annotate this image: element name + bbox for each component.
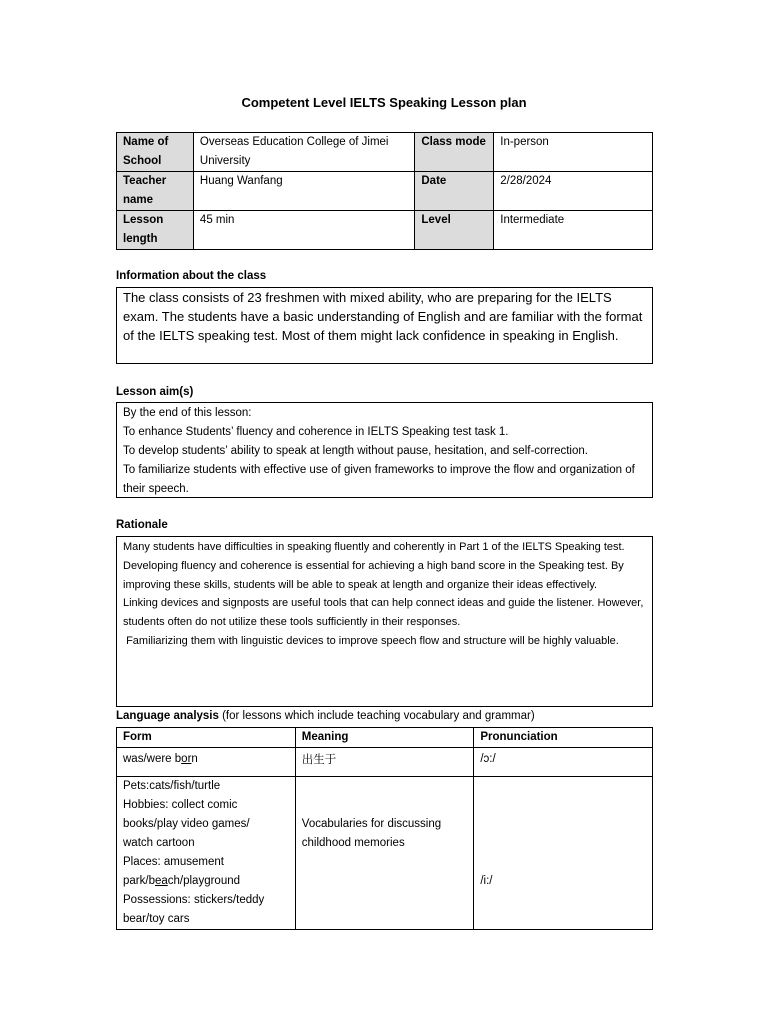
teacher-label: Teacher name <box>117 172 194 211</box>
rationale-line: Linking devices and signposts are useful tools that can help connect ideas and guide the listener. However, students often do not utilize these tools sufficiently in their responses. <box>123 597 644 629</box>
class-info-box <box>116 287 653 364</box>
pronunciation-cell: /i:/ <box>474 777 653 930</box>
form-text: park/b <box>123 875 155 887</box>
aims-line: To enhance Students’ fluency and coherence in IELTS Speaking test task 1. <box>123 426 509 438</box>
length-value: 45 min <box>193 211 414 250</box>
date-label: Date <box>415 172 494 211</box>
level-label: Level <box>415 211 494 250</box>
pronunciation-column-header: Pronunciation <box>474 728 653 748</box>
length-label: Lesson length <box>117 211 194 250</box>
meaning-column-header: Meaning <box>295 728 474 748</box>
form-line: Possessions: stickers/teddy <box>123 894 265 906</box>
form-column-header: Form <box>117 728 296 748</box>
form-cell <box>117 748 296 777</box>
aims-line: By the end of this lesson: <box>123 407 252 419</box>
form-line: watch cartoon <box>123 837 195 849</box>
language-heading <box>116 710 535 722</box>
level-value: Intermediate <box>494 211 653 250</box>
rationale-box <box>116 536 653 707</box>
meaning-line: childhood memories <box>301 837 405 849</box>
rationale-line: Familiarizing them with linguistic devices to improve speech flow and structure will be highly valuable. <box>123 634 619 647</box>
form-text: was/were b <box>123 753 182 765</box>
form-line: Hobbies: collect comic <box>123 799 238 811</box>
language-table <box>116 727 653 930</box>
class-info-text: The class consists of 23 freshmen with mixed ability, who are preparing for the IELTS exam. The students have a basic understanding of English and are familiar with the format of the IELTS speaking test. Most of them might lack confidence in speaking in English. <box>123 290 643 343</box>
aims-box <box>116 402 653 498</box>
class-mode-value: In-person <box>494 133 653 172</box>
rationale-line: Developing fluency and coherence is essential for achieving a high band score in the Speaking test. By improving these skills, students will be able to speak at length and organize their ideas effectively. <box>123 559 624 591</box>
date-value: 2/28/2024 <box>494 172 653 211</box>
form-line: Places: amusement <box>123 856 224 868</box>
form-text: ch/playground <box>167 875 241 887</box>
class-info-heading: Information about the class <box>116 270 267 282</box>
school-value: Overseas Education College of Jimei University <box>193 133 414 172</box>
class-mode-label: Class mode <box>415 133 494 172</box>
language-heading-label: Language analysis <box>116 710 219 722</box>
form-line: books/play video games/ <box>123 818 250 830</box>
aims-line: To develop students’ ability to speak at length without pause, hesitation, and self-correction. <box>123 445 588 457</box>
page-title: Competent Level IELTS Speaking Lesson plan <box>241 95 527 110</box>
rationale-line: Many students have difficulties in speaking fluently and coherently in Part 1 of the IELTS Speaking test. <box>123 541 625 553</box>
form-underlined: ea <box>154 875 168 887</box>
form-underlined: or <box>181 753 192 765</box>
meaning-cell: 出生于 <box>295 748 474 777</box>
pronunciation-cell: /ɔ:/ <box>474 748 653 777</box>
rationale-heading: Rationale <box>116 519 168 531</box>
form-line <box>123 872 289 891</box>
form-line: Pets:cats/fish/turtle <box>123 780 221 792</box>
aims-line: To familiarize students with effective use of given frameworks to improve the flow and organization of their speech. <box>123 464 635 495</box>
meaning-cell <box>295 777 474 930</box>
form-cell <box>117 777 296 930</box>
meaning-line: Vocabularies for discussing <box>301 818 442 830</box>
form-line: bear/toy cars <box>123 913 190 925</box>
teacher-value: Huang Wanfang <box>193 172 414 211</box>
lesson-info-table <box>116 132 653 250</box>
aims-heading: Lesson aim(s) <box>116 386 194 398</box>
form-text: n <box>191 753 198 765</box>
language-heading-note: (for lessons which include teaching vocabulary and grammar) <box>218 710 535 722</box>
school-label: Name of School <box>117 133 194 172</box>
